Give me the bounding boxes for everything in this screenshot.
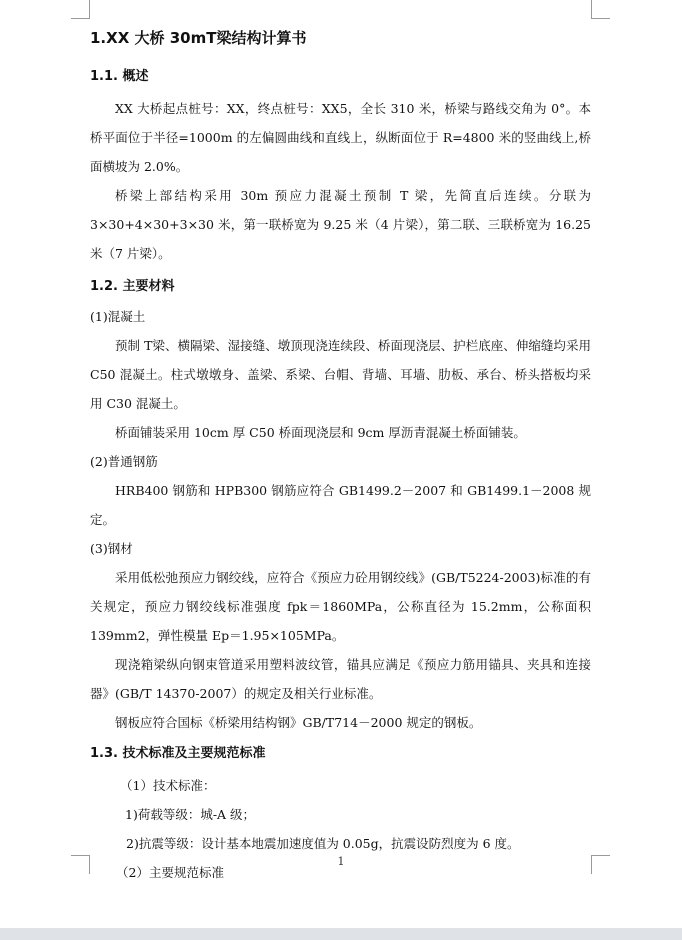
page-corner-mark: [591, 0, 610, 19]
page-corner-mark: [71, 0, 90, 19]
paragraph: 预制 T梁、横隔梁、湿接缝、墩顶现浇连续段、桥面现浇层、护栏底座、伸缩缝均采用 C50 混凝土。柱式墩墩身、盖梁、系梁、台帽、背墙、耳墙、肋板、承台、桥头搭板均采用 C30 混凝土。: [90, 338, 591, 411]
subsection-label: (2)普通钢筋: [90, 454, 158, 469]
paragraph: 钢板应符合国标《桥梁用结构钢》GB/T714－2000 规定的钢板。: [115, 715, 482, 730]
paragraph: 现浇箱梁纵向钢束管道采用塑料波纹管，锚具应满足《预应力筋用锚具、夹具和连接器》(GB/T 14370-2007）的规定及相关行业标准。: [90, 657, 591, 701]
list-item: 1)荷载等级：城-A 级；: [125, 807, 256, 822]
page-number: 1: [337, 855, 345, 868]
paragraph: 桥面铺装采用 10cm 厚 C50 桥面现浇层和 9cm 厚沥青混凝土桥面铺装。: [115, 425, 526, 440]
paragraph: XX 大桥起点桩号：XX，终点桩号：XX5，全长 310 米，桥梁与路线交角为 0°。本桥平面位于半径=1000m 的左偏圆曲线和直线上，纵断面位于 R=4800 米的竖曲线上,桥面横坡为 2.0%。: [90, 101, 591, 174]
list-item: （1）技术标准：: [120, 778, 216, 793]
section-heading-materials: 1.2. 主要材料: [90, 279, 175, 294]
section-heading-standards: 1.3. 技术标准及主要规范标准: [90, 746, 266, 761]
subsection-label: (3)钢材: [90, 541, 133, 556]
paragraph: 桥梁上部结构采用 30m 预应力混凝土预制 T 梁，先简直后连续。分联为 3×30+4×30+3×30 米，第一联桥宽为 9.25 米（4 片梁），第二联、三联桥宽为 16.25 米（7 片梁）。: [90, 188, 591, 261]
paragraph: 采用低松弛预应力钢绞线，应符合《预应力砼用钢绞线》(GB/T5224-2003)标准的有关规定，预应力钢绞线标准强度 fpk＝1860MPa，公称直径为 15.2mm，公称面积 139mm2，弹性模量 Ep＝1.95×105MPa。: [90, 570, 591, 643]
subsection-label: (1)混凝土: [90, 309, 146, 324]
section-heading-overview: 1.1. 概述: [90, 69, 149, 84]
document-title: 1.XX 大桥 30mT梁结构计算书: [90, 29, 307, 47]
document-body: [90, 24, 591, 887]
list-item: 2)抗震等级：设计基本地震加速度值为 0.05g，抗震设防烈度为 6 度。: [126, 836, 520, 851]
list-item: （2）主要规范标准: [116, 865, 224, 880]
window-bottom-bar: [0, 928, 682, 940]
paragraph: HRB400 钢筋和 HPB300 钢筋应符合 GB1499.2－2007 和 GB1499.1－2008 规定。: [90, 483, 591, 527]
